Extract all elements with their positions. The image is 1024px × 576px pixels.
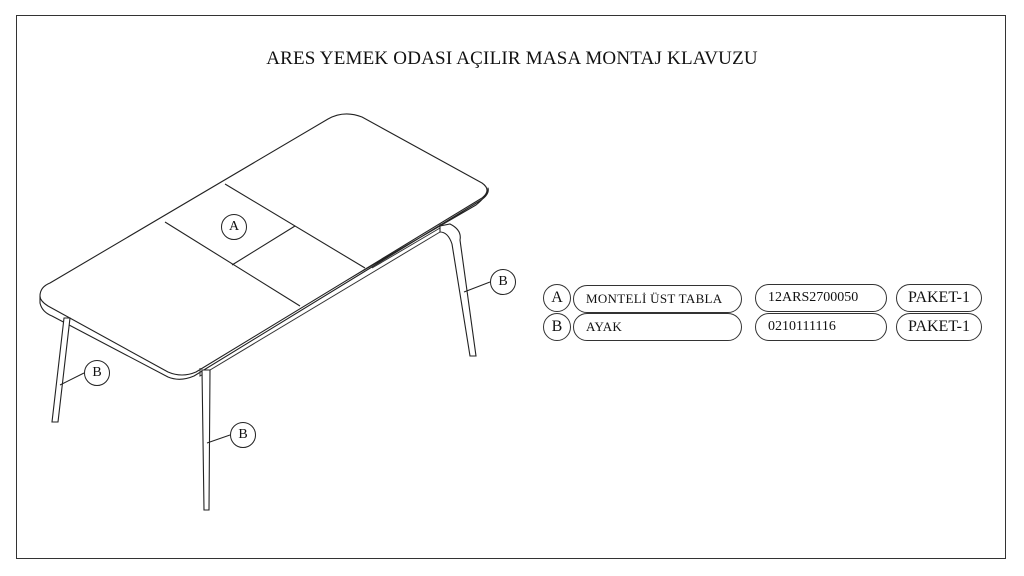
callout-b-right-leg: B: [490, 269, 516, 295]
leg-back-left: [52, 318, 70, 422]
leg-front-right: [440, 224, 476, 356]
leg-front-left: [202, 370, 210, 510]
callout-b-front-leg: B: [230, 422, 256, 448]
leader-b-right: [464, 282, 490, 292]
part-b-name: AYAK: [573, 313, 742, 341]
part-a-name: MONTELİ ÜST TABLA: [573, 285, 742, 313]
part-b-letter: B: [543, 313, 571, 341]
leader-b-front: [207, 435, 230, 443]
part-b-package: PAKET-1: [896, 313, 982, 341]
callout-b-left-leg: B: [84, 360, 110, 386]
page-title: ARES YEMEK ODASI AÇILIR MASA MONTAJ KLAVUZU: [266, 48, 758, 69]
part-b-code: 0210111116: [755, 313, 887, 341]
part-a-letter: A: [543, 284, 571, 312]
part-a-code: 12ARS2700050: [755, 284, 887, 312]
part-a-package: PAKET-1: [896, 284, 982, 312]
callout-a: A: [221, 214, 247, 240]
